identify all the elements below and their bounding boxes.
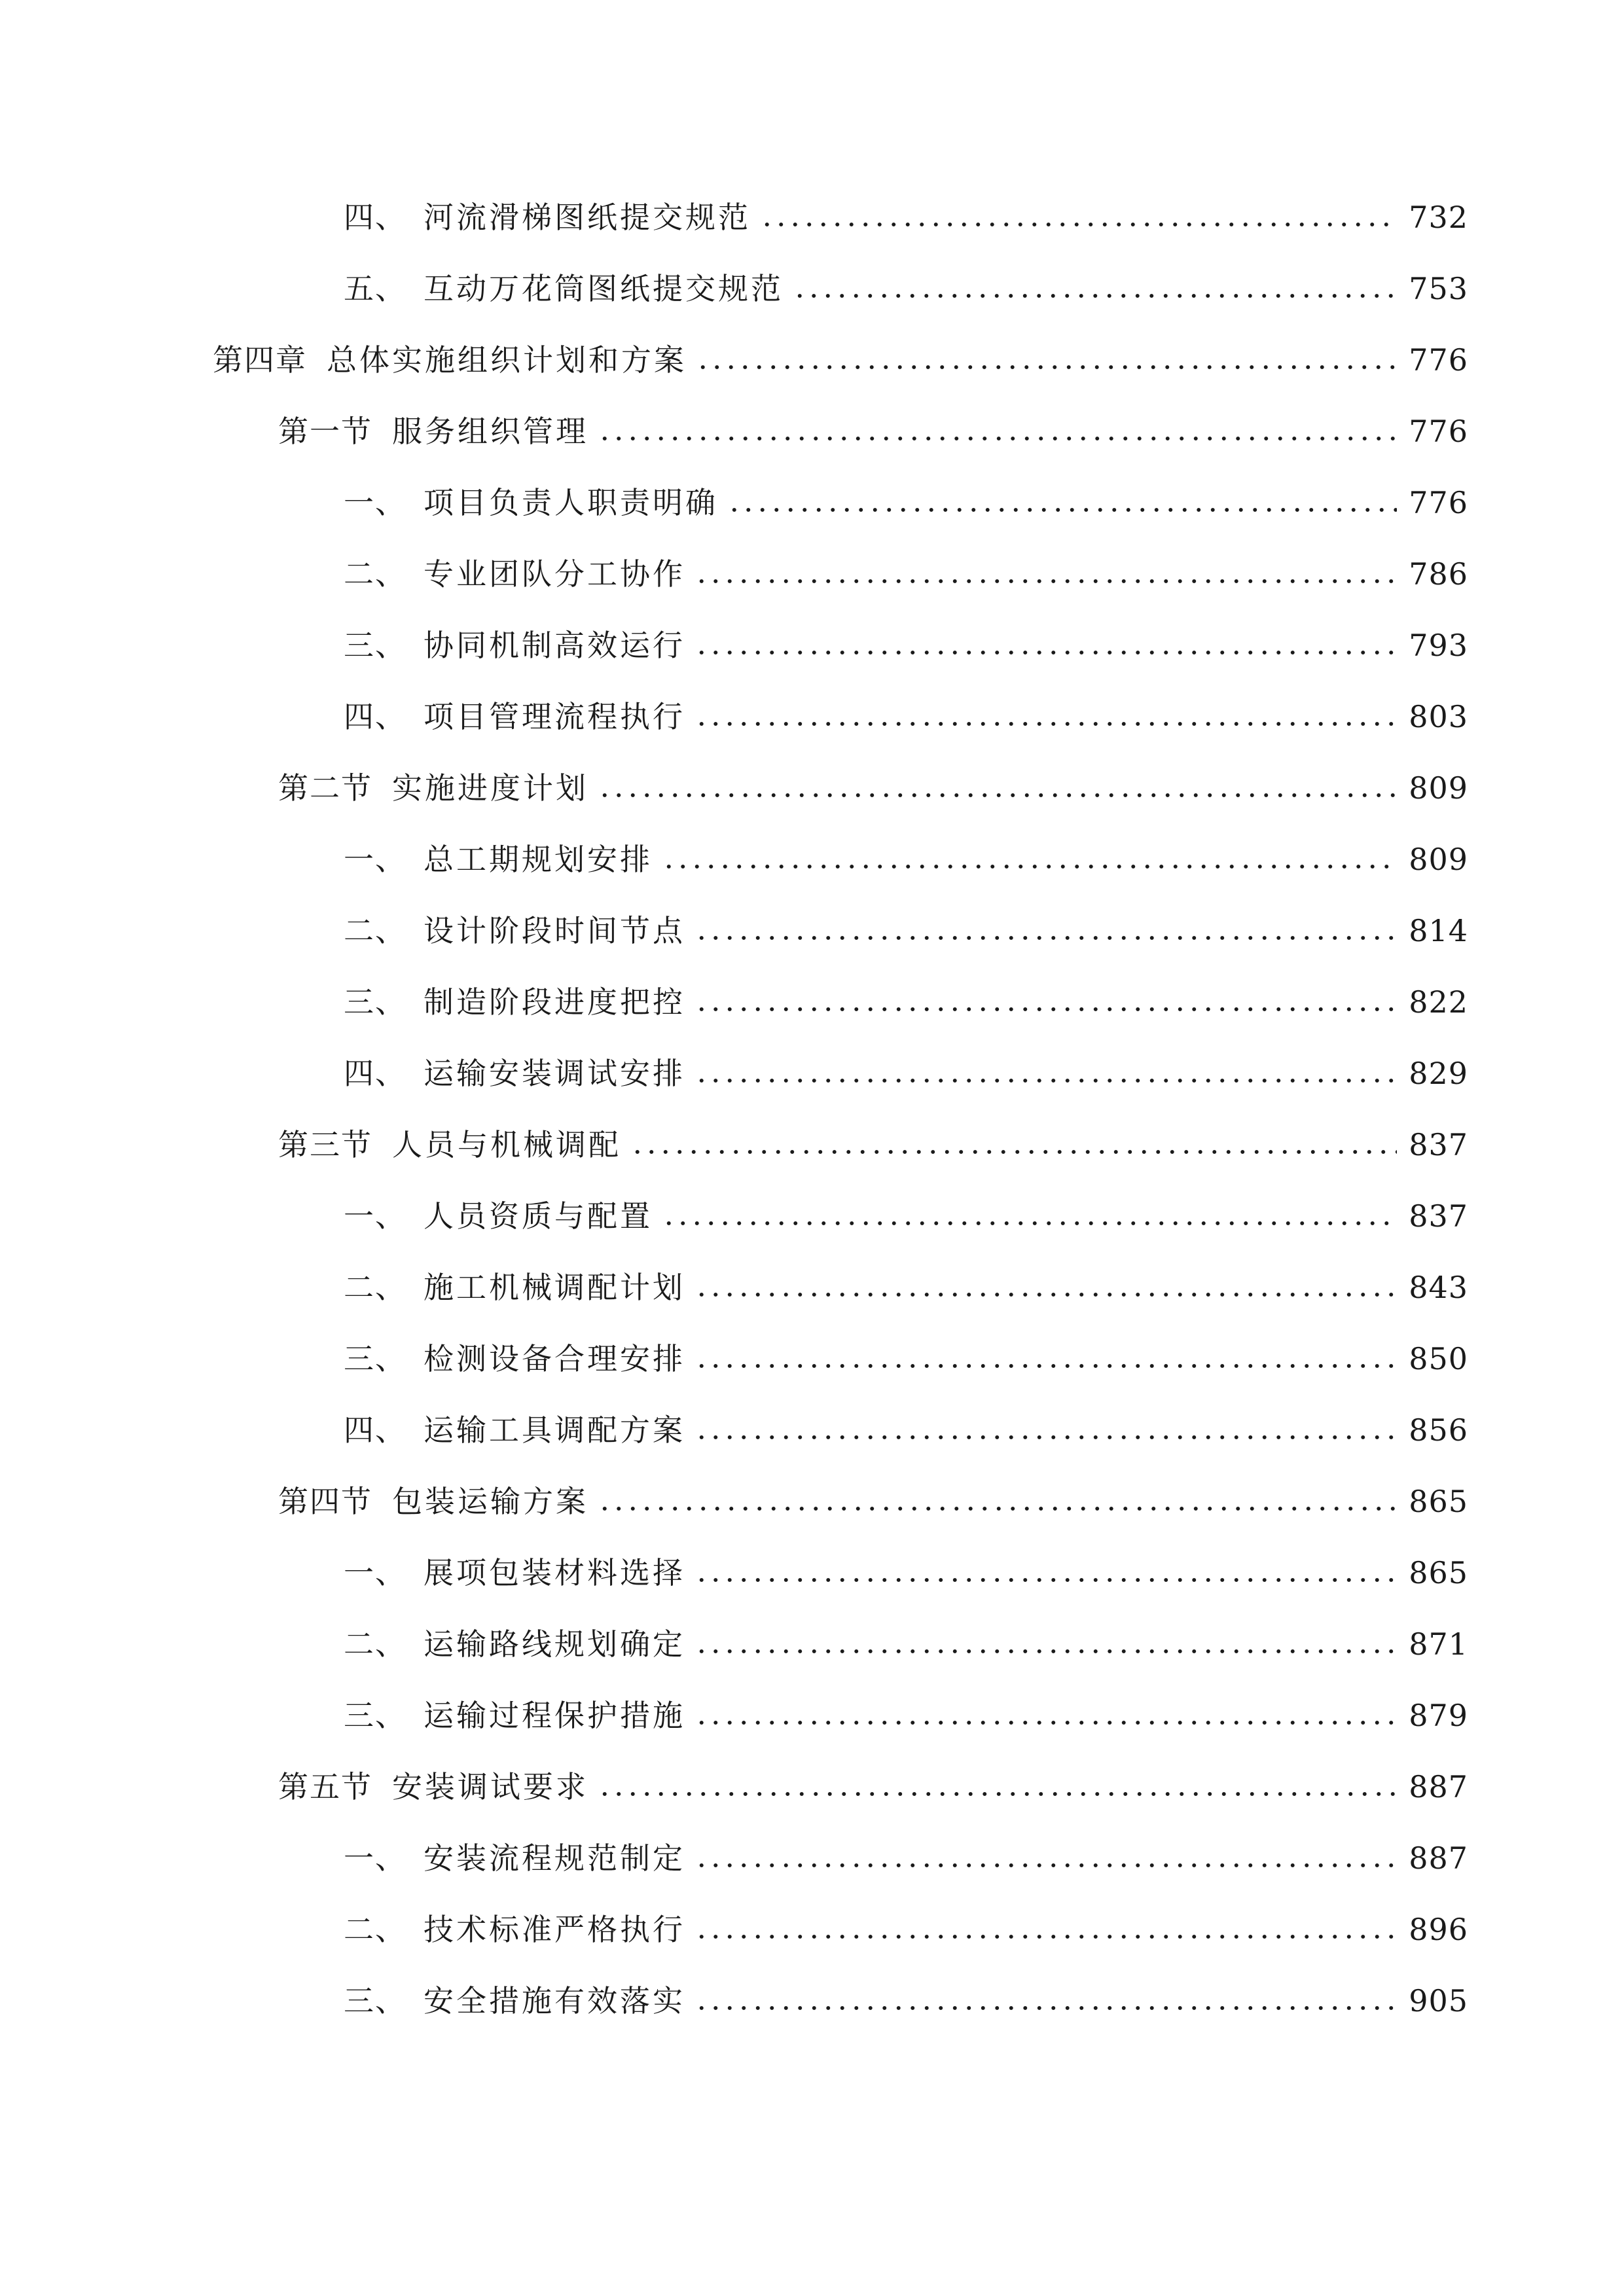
toc-entry-page: 829 [1409,1056,1468,1091]
toc-entry[interactable] [344,1193,1468,1239]
toc-entry-page: 776 [1409,342,1468,378]
toc-entry[interactable] [344,551,1468,597]
toc-entry-page: 803 [1409,699,1468,734]
toc-entry-title: 互动万花筒图纸提交规范 [424,271,784,306]
toc-entry-title: 总体实施组织计划和方案 [327,342,687,378]
toc-entry[interactable] [344,1978,1468,2024]
dot-leader [598,434,1397,443]
dot-leader [727,505,1397,514]
toc-entry-title: 设计阶段时间节点 [424,913,685,948]
toc-entry-title: 安全措施有效落实 [424,1983,685,2018]
toc-entry-number: 第二节 [278,770,372,806]
toc-entry-number: 二、 [344,1626,406,1662]
toc-entry-page: 850 [1409,1341,1468,1376]
toc-entry-number: 四、 [344,1056,406,1091]
toc-entry-page: 786 [1409,556,1468,592]
toc-section-entry[interactable] [278,408,1468,454]
toc-entry-page: 879 [1409,1698,1468,1733]
toc-entry-number: 四、 [344,699,406,734]
toc-entry-number: 第三节 [278,1127,372,1162]
toc-entry-title: 河流滑梯图纸提交规范 [424,200,751,235]
toc-entry-number: 一、 [344,842,406,877]
toc-entry-title: 检测设备合理安排 [424,1341,685,1376]
toc-entry-page: 856 [1409,1412,1468,1448]
toc-entry-page: 905 [1409,1983,1468,2018]
toc-entry-page: 896 [1409,1912,1468,1947]
toc-section-entry[interactable] [278,765,1468,811]
toc-entry-title: 人员资质与配置 [424,1198,653,1234]
dot-leader [760,220,1397,229]
toc-entry-page: 753 [1409,271,1468,306]
toc-section-entry[interactable] [278,1764,1468,1810]
toc-entry-number: 第四节 [278,1484,372,1519]
dot-leader [793,291,1397,300]
toc-entry-title: 实施进度计划 [392,770,588,806]
toc-entry-page: 732 [1409,200,1468,235]
dot-leader [662,1219,1397,1228]
toc-entry-number: 二、 [344,1912,406,1947]
toc-entry-title: 安装流程规范制定 [424,1840,685,1876]
toc-entry-title: 人员与机械调配 [392,1127,621,1162]
toc-entry-number: 第五节 [278,1769,372,1804]
dot-leader [695,648,1397,657]
toc-entry-number: 三、 [344,1698,406,1733]
toc-section-entry[interactable] [278,1122,1468,1168]
toc-entry-number: 二、 [344,1270,406,1305]
toc-entry-page: 822 [1409,984,1468,1020]
toc-entry-number: 三、 [344,1341,406,1376]
toc-entry[interactable] [344,1621,1468,1667]
dot-leader [662,862,1397,871]
toc-entry[interactable] [344,1693,1468,1738]
toc-entry-title: 协同机制高效运行 [424,628,685,663]
dot-leader [695,1361,1397,1371]
toc-entry-number: 第四章 [213,342,307,378]
toc-entry-title: 运输工具调配方案 [424,1412,685,1448]
toc-entry-title: 包装运输方案 [392,1484,588,1519]
toc-entry[interactable] [344,194,1468,240]
toc-entry-page: 887 [1409,1769,1468,1804]
dot-leader [695,1861,1397,1870]
toc-entry-title: 制造阶段进度把控 [424,984,685,1020]
dot-leader [598,1504,1397,1513]
toc-entry[interactable] [344,1050,1468,1096]
toc-entry-title: 运输路线规划确定 [424,1626,685,1662]
toc-entry-number: 五、 [344,271,406,306]
toc-entry-number: 二、 [344,556,406,592]
toc-entry-title: 展项包装材料选择 [424,1555,685,1590]
toc-entry[interactable] [344,836,1468,882]
toc-entry[interactable] [344,908,1468,954]
dot-leader [695,2003,1397,2013]
toc-entry-page: 809 [1409,842,1468,877]
dot-leader [695,577,1397,586]
toc-entry-title: 项目负责人职责明确 [424,485,718,520]
toc-entry[interactable] [344,694,1468,740]
toc-entry-title: 专业团队分工协作 [424,556,685,592]
toc-entry-page: 809 [1409,770,1468,806]
dot-leader [598,1789,1397,1799]
dot-leader [695,1290,1397,1299]
toc-entry-page: 887 [1409,1840,1468,1876]
toc-entry-page: 776 [1409,414,1468,449]
toc-entry-number: 三、 [344,984,406,1020]
toc-entry-title: 安装调试要求 [392,1769,588,1804]
toc-entry-page: 865 [1409,1484,1468,1519]
toc-entry-page: 871 [1409,1626,1468,1662]
toc-entry[interactable] [344,1407,1468,1453]
toc-entry[interactable] [344,1907,1468,1952]
toc-entry-title: 运输安装调试安排 [424,1056,685,1091]
toc-entry-title: 技术标准严格执行 [424,1912,685,1947]
toc-entry[interactable] [344,266,1468,312]
toc-entry-number: 四、 [344,200,406,235]
toc-entry[interactable] [344,979,1468,1025]
toc-entry-page: 814 [1409,913,1468,948]
dot-leader [696,363,1397,372]
toc-entry-page: 843 [1409,1270,1468,1305]
toc-entry-title: 服务组织管理 [392,414,588,449]
dot-leader [695,1932,1397,1941]
toc-entry[interactable] [344,622,1468,668]
dot-leader [695,1433,1397,1442]
toc-entry-page: 837 [1409,1127,1468,1162]
toc-entry-title: 施工机械调配计划 [424,1270,685,1305]
toc-entry-title: 运输过程保护措施 [424,1698,685,1733]
dot-leader [695,719,1397,728]
dot-leader [630,1147,1397,1157]
toc-entry[interactable] [344,1265,1468,1310]
toc-entry-number: 二、 [344,913,406,948]
dot-leader [695,1076,1397,1085]
dot-leader [695,1647,1397,1656]
toc-entry-page: 837 [1409,1198,1468,1234]
toc-chapter-entry[interactable] [213,337,1468,383]
toc-entry-title: 项目管理流程执行 [424,699,685,734]
toc-section-entry[interactable] [278,1479,1468,1524]
toc-entry-number: 一、 [344,1555,406,1590]
toc-entry[interactable] [344,1336,1468,1382]
dot-leader [598,791,1397,800]
dot-leader [695,1575,1397,1585]
dot-leader [695,1718,1397,1727]
toc-entry-title: 总工期规划安排 [424,842,653,877]
toc-entry-number: 三、 [344,1983,406,2018]
toc-entry[interactable] [344,1550,1468,1596]
toc-entry-number: 一、 [344,1840,406,1876]
toc-entry-page: 865 [1409,1555,1468,1590]
dot-leader [695,1005,1397,1014]
dot-leader [695,933,1397,942]
toc-entry[interactable] [344,1835,1468,1881]
toc-entry[interactable] [344,480,1468,526]
toc-entry-number: 三、 [344,628,406,663]
toc-entry-number: 四、 [344,1412,406,1448]
toc-entry-page: 776 [1409,485,1468,520]
toc-entry-number: 第一节 [278,414,372,449]
toc-entry-page: 793 [1409,628,1468,663]
toc-entry-number: 一、 [344,1198,406,1234]
toc-entry-number: 一、 [344,485,406,520]
